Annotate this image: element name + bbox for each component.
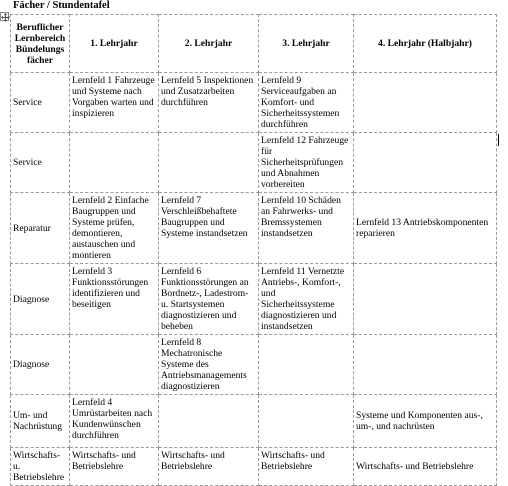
table-cell[interactable]: Lernfeld 2 Einfache Baugruppen und Systeme prüfen, demontieren, austauschen und montieren	[70, 193, 159, 264]
table-cell[interactable]	[354, 335, 497, 395]
row-label[interactable]: Diagnose	[11, 264, 70, 335]
table-cell[interactable]: Lernfeld 6 Funktionsstörungen an Bordnetz-, Ladestrom- u. Startsystemen diagnostizieren und beheben	[159, 264, 259, 335]
table-cell[interactable]	[70, 335, 159, 395]
table-row	[11, 133, 497, 193]
page-title: Fächer / Stundentafel	[13, 0, 110, 11]
row-label[interactable]: Service	[11, 133, 70, 193]
table-row	[11, 264, 497, 335]
table-cell[interactable]	[159, 395, 259, 448]
table-cell[interactable]: Lernfeld 12 Fahrzeuge für Sicherheitsprüfungen und Abnahmen vorbereiten	[259, 133, 354, 193]
table-row	[11, 193, 497, 264]
header-year-3[interactable]: 3. Lehrjahr	[259, 15, 354, 73]
table-cell[interactable]: Wirtschafts- und Betriebslehre	[354, 448, 497, 486]
table-cell[interactable]	[354, 133, 497, 193]
header-year-1[interactable]: 1. Lehrjahr	[70, 15, 159, 73]
table-cell[interactable]	[259, 335, 354, 395]
table-cell[interactable]: Wirtschafts- und Betriebslehre	[159, 448, 259, 486]
row-label[interactable]: Reparatur	[11, 193, 70, 264]
header-year-4[interactable]: 4. Lehrjahr (Halbjahr)	[354, 15, 497, 73]
row-label[interactable]: Um- und Nachrüstung	[11, 395, 70, 448]
table-cell[interactable]: Lernfeld 5 Inspektionen und Zusatzarbeiten durchführen	[159, 73, 259, 133]
table-cell[interactable]: Systeme und Komponenten aus-, um-, und nachrüsten	[354, 395, 497, 448]
table-cell[interactable]: Lernfeld 11 Vernetzte Antriebs-, Komfort-, und Sicherheitssysteme diagnostizieren und instandsetzen	[259, 264, 354, 335]
table-cell[interactable]: Lernfeld 3 Funktionsstörungen identifizieren und beseitigen	[70, 264, 159, 335]
row-label[interactable]: Diagnose	[11, 335, 70, 395]
table-cell[interactable]: Lernfeld 9 Serviceaufgaben an Komfort- und Sicherheitssystemen durchführen	[259, 73, 354, 133]
table-cell[interactable]: Lernfeld 10 Schäden an Fahrwerks- und Bremssystemen instandsetzen	[259, 193, 354, 264]
header-year-2[interactable]: 2. Lehrjahr	[159, 15, 259, 73]
table-cell[interactable]	[259, 395, 354, 448]
table-cell[interactable]: Lernfeld 13 Antriebskomponenten reparieren	[354, 193, 497, 264]
header-row	[11, 15, 497, 73]
table-cell[interactable]	[70, 133, 159, 193]
table-row	[11, 395, 497, 448]
table-cell[interactable]	[159, 133, 259, 193]
text-cursor	[498, 134, 499, 146]
row-label[interactable]: Service	[11, 73, 70, 133]
table-row	[11, 73, 497, 133]
table-cell[interactable]: Lernfeld 1 Fahrzeuge und Systeme nach Vorgaben warten und inspizieren	[70, 73, 159, 133]
table-cell[interactable]: Lernfeld 8 Mechatronische Systeme des Antriebsmanagements diagnostizieren	[159, 335, 259, 395]
header-area[interactable]: Beruflicher Lernbereich Bündelungs fächer	[11, 15, 70, 73]
table-cell[interactable]	[354, 264, 497, 335]
table-move-handle-icon[interactable]	[0, 12, 9, 21]
row-label[interactable]: Wirtschafts- u. Betriebslehre	[11, 448, 70, 486]
timetable	[10, 14, 497, 486]
table-cell[interactable]: Lernfeld 7 Verschleißbehaftete Baugruppen und Systeme instandsetzen	[159, 193, 259, 264]
table-cell[interactable]: Lernfeld 4 Umrüstarbeiten nach Kundenwünschen durchführen	[70, 395, 159, 448]
table-cell[interactable]: Wirtschafts- und Betriebslehre	[259, 448, 354, 486]
table-row	[11, 335, 497, 395]
table-cell[interactable]: Wirtschafts- und Betriebslehre	[70, 448, 159, 486]
table-cell[interactable]	[354, 73, 497, 133]
